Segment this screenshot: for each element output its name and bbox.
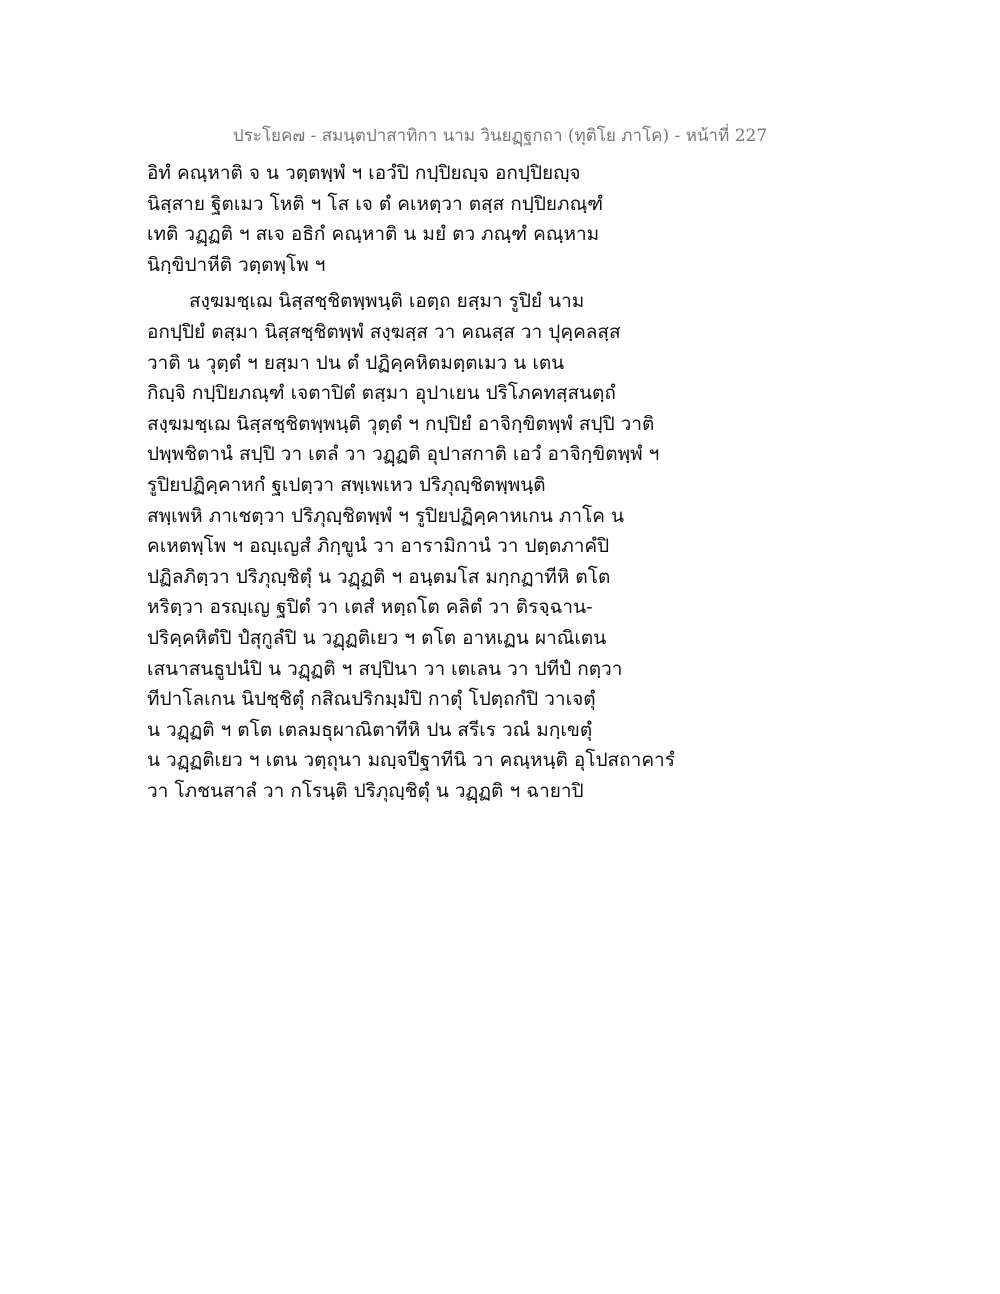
paragraph-first-line: สงฺฆมชฺเฌ นิสฺสชฺชิตพฺพนฺติ เอตฺถ ยสฺมา รูปิยํ นาม: [189, 290, 585, 313]
text-line: นิกฺขิปาหีติ วตฺตพฺโพ ฯ: [147, 253, 326, 276]
text-line: อิทํ คณฺหาติ จ น วตฺตพฺพํ ฯ เอวํปิ กปฺปิยญฺจ อกปฺปิยญฺจ: [147, 162, 581, 184]
text-line: น วฏฺฏติ ฯ ตโต เตลมธุผาณิตาทีหิ ปน สรีเร วณํ มกฺเขตุํ: [147, 718, 593, 741]
text-line: เทติ วฏฺฏติ ฯ สเจ อธิกํ คณฺหาติ น มยํ ตว ภณฺฑํ คณฺหาม: [147, 223, 600, 246]
text-line: รูปิยปฏิคฺคาหกํ ฐเปตฺวา สพฺเพเหว ปริภุญฺชิตพฺพนฺติ: [147, 473, 546, 496]
text-line: ปริคฺคหิตํปิ ปํสุกูลํปิ น วฏฺฏติเยว ฯ ตโต อาหเฏน ผาณิเตน: [147, 626, 607, 649]
text-line: วาติ น วุตฺตํ ฯ ยสฺมา ปน ตํ ปฏิคฺคหิตมตฺตเมว น เตน: [147, 351, 565, 374]
text-line: อกปฺปิยํ ตสฺมา นิสฺสชฺชิตพฺพํ สงฺฆสฺส วา คณสฺส วา ปุคฺคลสฺส: [147, 320, 621, 343]
page-header: ประโยค๗ - สมนฺตปาสาทิกา นาม วินยฏฺฐกถา (ทุติโย ภาโค) - หน้าที่ 227: [232, 126, 768, 146]
text-line: ปพฺพชิตานํ สปฺปิ วา เตลํ วา วฏฺฏติ อุปาสกาติ เอวํ อาจิกฺขิตพฺพํ ฯ: [147, 443, 660, 466]
text-line: สพฺเพหิ ภาเชตฺวา ปริภุญฺชิตพฺพํ ฯ รูปิยปฏิคฺคาหเกน ภาโค น: [147, 504, 625, 527]
text-line: ปฏิลภิตฺวา ปริภุญฺชิตุํ น วฏฺฏติ ฯ อนฺตมโส มกฺกฏาทีหิ ตโต: [147, 565, 611, 588]
text-line: สงฺฆมชฺเฌ นิสฺสชฺชิตพฺพนฺติ วุตฺตํ ฯ กปฺปิยํ อาจิกฺขิตพฺพํ สปฺปิ วาติ: [147, 412, 655, 435]
text-line: น วฏฺฏติเยว ฯ เตน วตฺถุนา มญฺจปีฐาทีนิ วา คณฺหนฺติ อุโปสถาคารํ: [147, 749, 675, 772]
text-line: กิญฺจิ กปฺปิยภณฺฑํ เจตาปิตํ ตสฺมา อุปาเยน ปริโภคทสฺสนตฺถํ: [147, 382, 616, 405]
body-text: [147, 158, 707, 806]
text-line: ทีปาโลเกน นิปชฺชิตุํ กสิณปริกมฺมํปิ กาตุํ โปตฺถกํปิ วาเจตุํ: [147, 688, 596, 711]
text-line: เสนาสนธูปนํปิ น วฏฺฏติ ฯ สปฺปินา วา เตเลน วา ปทีปํ กตฺวา: [147, 657, 623, 680]
text-line: นิสฺสาย ฐิตเมว โหติ ฯ โส เจ ตํ คเหตฺวา ตสฺส กปฺปิยภณฺฑํ: [147, 192, 603, 215]
text-line: วา โภชนสาลํ วา กโรนฺติ ปริภุญฺชิตุํ น วฏฺฏติ ฯ ฉายาปิ: [147, 779, 584, 802]
text-line: คเหตพฺโพ ฯ อญฺเญสํ ภิกฺขูนํ วา อารามิกานํ วา ปตฺตภาคํปิ: [147, 535, 610, 558]
text-line: หริตฺวา อรญฺเญ ฐปิตํ วา เตสํ หตฺถโต คลิตํ วา ติรจฺฉาน-: [147, 596, 593, 619]
